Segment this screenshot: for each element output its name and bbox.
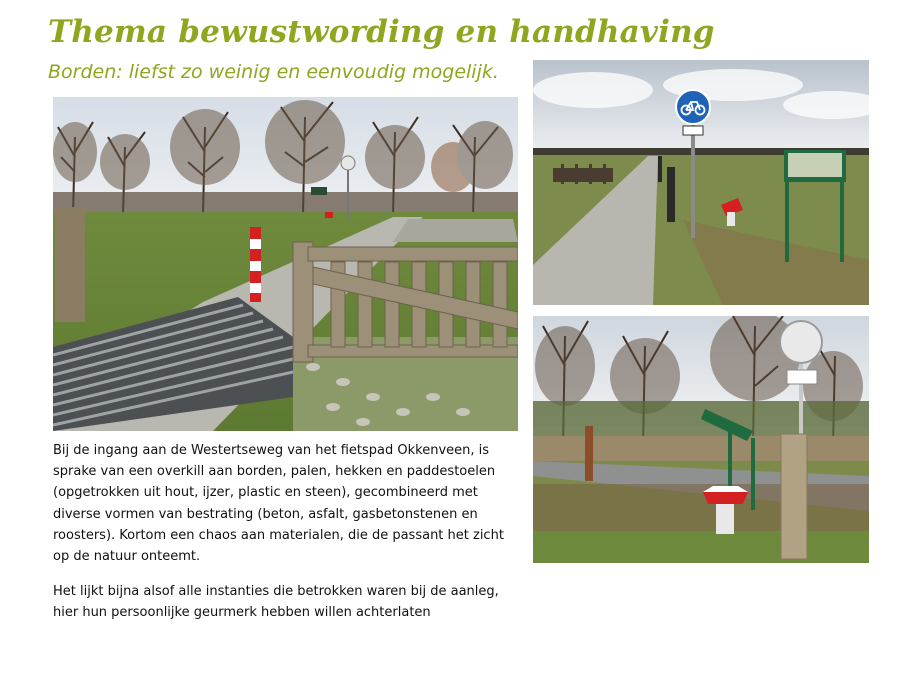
- landscape-photo-icon: [533, 60, 869, 305]
- body-paragraph-2: Het lijkt bijna alsof alle instanties die betrokken waren bij de aanleg, hier hun persoonlijke geurmerk hebben willen achterlaten: [53, 584, 499, 621]
- landscape-photo-icon: [533, 316, 869, 563]
- page-title: Thema bewustwording en handhaving: [48, 14, 715, 50]
- page-subtitle: Borden: liefst zo weinig en eenvoudig mogelijk.: [48, 61, 499, 83]
- photo-bike-path-sign: [533, 60, 869, 305]
- photo-entrance-cattle-grid: [53, 97, 518, 431]
- landscape-photo-icon: [53, 97, 518, 431]
- photo-road-sign-posts: [533, 316, 869, 563]
- body-paragraph-1: Bij de ingang aan de Westertseweg van het fietspad Okkenveen, is sprake van een overkill aan borden, palen, hekken en paddestoelen (opgetrokken uit hout, ijzer, plastic en steen), gecombineerd met diverse vormen van bestrating (beton, asfalt, gasbetonstenen en roosters). Kortom een chaos aan materialen, die de passant het zicht op de natuur onteemt.: [53, 443, 504, 565]
